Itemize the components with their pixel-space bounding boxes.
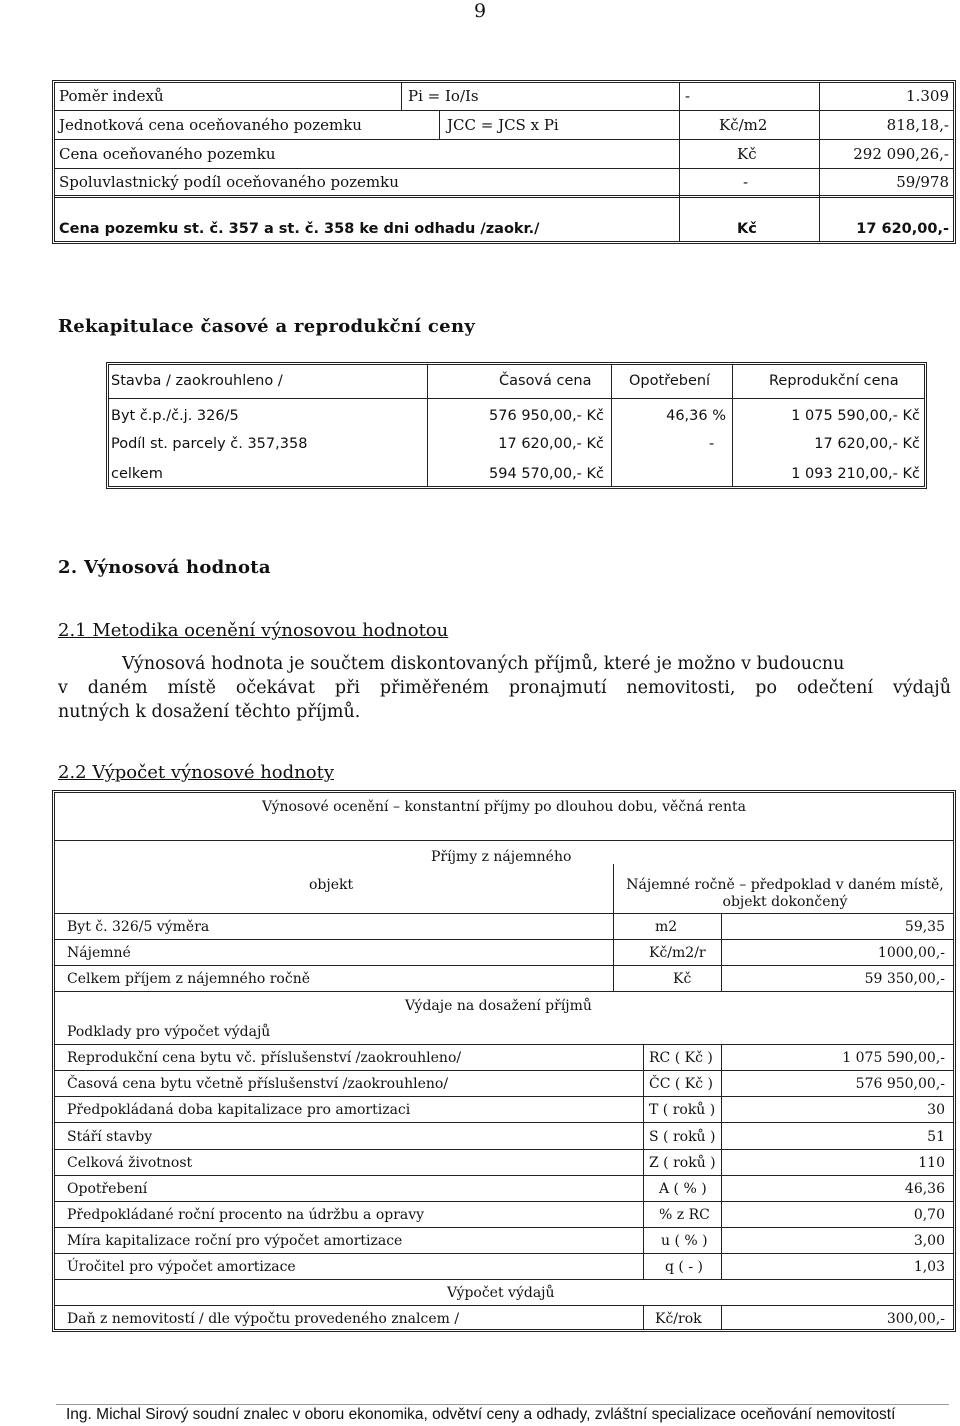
land-row-value: 292 090,26,- [853, 145, 949, 163]
land-row-value: 1.309 [906, 87, 949, 105]
expense-row-label: Stáří stavby [67, 1129, 153, 1145]
recap-cell: 594 570,00,- Kč [489, 466, 604, 482]
expense-row-value: 46,36 [904, 1181, 945, 1197]
income-row-unit: m2 [655, 919, 678, 935]
recap-header-wear: Opotřebení [629, 373, 711, 389]
expense-row-value: 110 [918, 1155, 945, 1171]
income-row-unit: Kč [673, 971, 692, 987]
land-total-value: 17 620,00,- [856, 221, 949, 237]
recap-cell: Podíl st. parcely č. 357,358 [111, 436, 308, 452]
paragraph-line: Výnosová hodnota je součtem diskontovaných příjmů, které je možno v budoucnu [122, 654, 845, 674]
expenses-subheader: Podklady pro výpočet výdajů [67, 1024, 271, 1040]
page-number: 9 [473, 0, 487, 22]
expense-row-label: Úročitel pro výpočet amortizace [67, 1259, 296, 1275]
expense-row-value: 0,70 [913, 1207, 945, 1223]
recap-cell: 1 093 210,00,- Kč [791, 466, 920, 482]
expense-row-label: Předpokládané roční procento na údržbu a opravy [67, 1207, 425, 1223]
land-row-unit: Kč [737, 145, 757, 163]
expense-row-value: 576 950,00,- [855, 1076, 945, 1092]
tax-row-unit: Kč/rok [655, 1311, 702, 1327]
land-total-unit: Kč [737, 221, 757, 237]
subsection-heading: 2.2 Výpočet výnosové hodnoty [58, 762, 335, 783]
expense-row-label: Časová cena bytu včetně příslušenství /zaokrouhleno/ [67, 1076, 449, 1092]
land-row-label: Spoluvlastnický podíl oceňovaného pozemku [59, 173, 399, 191]
expense-row-unit: % z RC [659, 1207, 710, 1223]
land-row-formula: JCC = JCS x Pi [447, 116, 559, 134]
income-row-label: Celkem příjem z nájemného ročně [67, 971, 311, 987]
income-row-value: 1000,00,- [877, 945, 945, 961]
expense-row-unit: A ( % ) [659, 1181, 707, 1197]
recap-header-building: Stavba / zaokrouhleno / [111, 373, 283, 389]
income-row-value: 59,35 [904, 919, 945, 935]
expense-row-unit: ČC ( Kč ) [649, 1076, 713, 1092]
expense-row-label: Reprodukční cena bytu vč. příslušenství /zaokrouhleno/ [67, 1050, 462, 1066]
footer-text: Ing. Michal Sirový soudní znalec v oboru ekonomika, odvětví ceny a odhady, zvláštní specializace oceňování nemovitostí [66, 1406, 896, 1423]
land-row-label: Jednotková cena oceňovaného pozemku [59, 116, 362, 134]
land-row-value: 818,18,- [886, 116, 949, 134]
recap-cell: 576 950,00,- Kč [489, 408, 604, 424]
income-row-value: 59 350,00,- [864, 971, 945, 987]
recap-cell: Byt č.p./č.j. 326/5 [111, 408, 239, 424]
land-row-unit: Kč/m2 [719, 116, 768, 134]
expense-row-value: 1,03 [913, 1259, 945, 1275]
income-row-label: Nájemné [67, 945, 131, 961]
expense-row-unit: T ( roků ) [649, 1102, 716, 1118]
expenses-header: Výdaje na dosažení příjmů [405, 998, 592, 1014]
land-total-label: Cena pozemku st. č. 357 a st. č. 358 ke dni odhadu /zaokr./ [59, 221, 540, 237]
recap-table [106, 362, 927, 489]
recap-cell: - [709, 436, 715, 452]
income-row-unit: Kč/m2/r [649, 945, 706, 961]
recap-cell: 17 620,00,- Kč [814, 436, 920, 452]
income-row-label: Byt č. 326/5 výměra [67, 919, 210, 935]
land-row-value: 59/978 [896, 173, 949, 191]
recap-cell: 46,36 % [666, 408, 726, 424]
expense-row-unit: u ( % ) [661, 1233, 708, 1249]
footer-divider [56, 1404, 949, 1405]
tax-row-label: Daň z nemovitostí / dle výpočtu provedeného znalcem / [67, 1311, 460, 1327]
tax-row-value: 300,00,- [886, 1311, 945, 1327]
recap-cell: celkem [111, 466, 163, 482]
expense-row-label: Předpokládaná doba kapitalizace pro amortizaci [67, 1102, 411, 1118]
recap-cell: 17 620,00,- Kč [498, 436, 604, 452]
expense-row-unit: Z ( roků ) [649, 1155, 716, 1171]
calc-header: Výpočet výdajů [447, 1285, 555, 1301]
section-heading: 2. Výnosová hodnota [58, 557, 271, 578]
expense-row-value: 3,00 [913, 1233, 945, 1249]
recap-header-time-price: Časová cena [499, 373, 592, 389]
expense-row-unit: q ( - ) [665, 1259, 703, 1275]
expense-row-value: 1 075 590,00,- [842, 1050, 945, 1066]
land-row-unit: - [685, 87, 691, 105]
recap-heading: Rekapitulace časové a reprodukční ceny [58, 316, 476, 337]
paragraph-line: v daném místě očekávat při přiměřeném pronajmutí nemovitosti, po odečtení výdajů [58, 678, 951, 698]
expense-row-label: Míra kapitalizace roční pro výpočet amortizace [67, 1233, 403, 1249]
rent-note: objekt dokončený [722, 894, 848, 910]
paragraph-line: nutných k dosažení těchto příjmů. [58, 702, 361, 722]
expense-row-value: 30 [927, 1102, 945, 1118]
rent-note: Nájemné ročně – předpoklad v daném místě, [626, 877, 944, 893]
recap-cell: 1 075 590,00,- Kč [791, 408, 920, 424]
land-row-unit: - [743, 173, 749, 191]
income-table-caption: Výnosové ocenění – konstantní příjmy po dlouhou dobu, věčná renta [262, 799, 746, 815]
expense-row-value: 51 [927, 1129, 945, 1145]
land-row-label: Cena oceňovaného pozemku [59, 145, 276, 163]
land-row-label: Poměr indexů [59, 87, 164, 105]
land-valuation-table [52, 80, 956, 244]
object-label: objekt [309, 877, 354, 893]
land-row-formula: Pi = Io/Is [408, 87, 479, 105]
income-valuation-table [52, 790, 956, 1332]
expense-row-label: Opotřebení [67, 1181, 148, 1197]
expense-row-unit: S ( roků ) [649, 1129, 716, 1145]
income-header: Příjmy z nájemného [431, 849, 572, 865]
expense-row-label: Celková životnost [67, 1155, 193, 1171]
subsection-heading: 2.1 Metodika ocenění výnosovou hodnotou [58, 620, 449, 641]
expense-row-unit: RC ( Kč ) [649, 1050, 713, 1066]
recap-header-reproduction: Reprodukční cena [769, 373, 899, 389]
